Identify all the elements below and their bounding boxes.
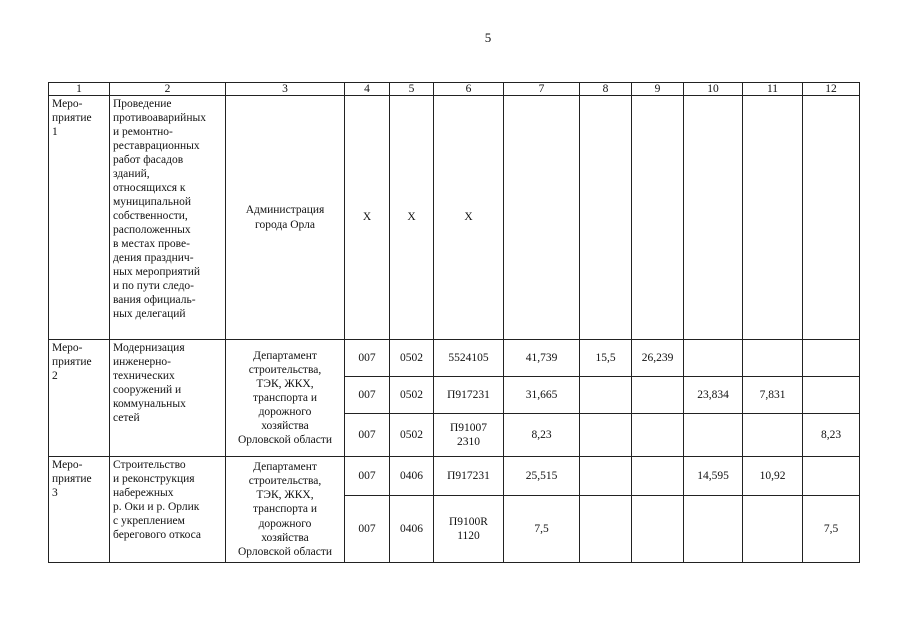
- cell-c5: 0406: [390, 457, 434, 496]
- column-header: 1: [49, 83, 110, 96]
- activity-executor: [226, 457, 345, 563]
- cell-c4: 007: [345, 457, 390, 496]
- cell-c9: [632, 96, 684, 340]
- cell-c4: 007: [345, 340, 390, 377]
- cell-c9: [632, 414, 684, 457]
- table-row: [49, 457, 860, 496]
- cell-c6-text: П9100R 1120: [449, 515, 488, 542]
- column-header: 9: [632, 83, 684, 96]
- header-row: [49, 83, 860, 96]
- cell-c11: 10,92: [743, 457, 803, 496]
- cell-c8: [580, 377, 632, 414]
- cell-c9: [632, 496, 684, 563]
- activity-label-text: Меро- приятие 2: [52, 342, 92, 383]
- cell-c7: 25,515: [504, 457, 580, 496]
- cell-c10: [684, 496, 743, 563]
- cell-c8: [580, 96, 632, 340]
- cell-c10: 14,595: [684, 457, 743, 496]
- column-header: 3: [226, 83, 345, 96]
- cell-c9: 26,239: [632, 340, 684, 377]
- activity-label: [49, 340, 110, 457]
- cell-c12: [803, 96, 860, 340]
- activity-label-text: Меро- приятие 3: [52, 459, 92, 500]
- cell-c7: 31,665: [504, 377, 580, 414]
- cell-c10: [684, 414, 743, 457]
- cell-c8: [580, 496, 632, 563]
- cell-c5: 0502: [390, 377, 434, 414]
- cell-c7: 8,23: [504, 414, 580, 457]
- page-number: 5: [484, 30, 492, 45]
- cell-c11: [743, 96, 803, 340]
- cell-c6: П917231: [434, 377, 504, 414]
- activity-description: [110, 340, 226, 457]
- cell-c12: [803, 340, 860, 377]
- cell-c11: [743, 496, 803, 563]
- column-header: 4: [345, 83, 390, 96]
- cell-c8: 15,5: [580, 340, 632, 377]
- cell-c10: [684, 340, 743, 377]
- cell-c11: 7,831: [743, 377, 803, 414]
- cell-c5: Х: [390, 96, 434, 340]
- cell-c8: [580, 414, 632, 457]
- activity-description-text: Модернизация инженерно- технических сооружений и коммунальных сетей: [113, 342, 186, 425]
- column-header: 5: [390, 83, 434, 96]
- cell-c5: 0502: [390, 414, 434, 457]
- activity-executor: [226, 96, 345, 340]
- cell-c12: [803, 457, 860, 496]
- cell-c9: [632, 377, 684, 414]
- cell-c12: 8,23: [803, 414, 860, 457]
- column-header: 12: [803, 83, 860, 96]
- budget-table: [48, 82, 860, 563]
- cell-c10: 23,834: [684, 377, 743, 414]
- column-header: 8: [580, 83, 632, 96]
- cell-c4: 007: [345, 414, 390, 457]
- activity-label: [49, 457, 110, 563]
- activity-executor-text: Администрация города Орла: [245, 204, 325, 231]
- cell-c6: [434, 414, 504, 457]
- cell-c7: 41,739: [504, 340, 580, 377]
- table-row: [49, 96, 860, 340]
- activity-label-text: Меро- приятие 1: [52, 98, 92, 139]
- cell-c6: П917231: [434, 457, 504, 496]
- cell-c12: [803, 377, 860, 414]
- cell-c6-text: П91007 2310: [449, 421, 488, 448]
- cell-c5: 0406: [390, 496, 434, 563]
- cell-c11: [743, 414, 803, 457]
- column-header: 6: [434, 83, 504, 96]
- cell-c11: [743, 340, 803, 377]
- cell-c8: [580, 457, 632, 496]
- cell-c6: Х: [434, 96, 504, 340]
- column-header: 7: [504, 83, 580, 96]
- column-header: 10: [684, 83, 743, 96]
- activity-description: [110, 457, 226, 563]
- activity-description-text: Проведение противоаварийных и ремонтно- реставрационных работ фасадов зданий, относящихся к муниципальной собственности, расположенных в местах прове- дения празднич- ных мероприятий и по пути следо- вания официаль- ных делегаций: [113, 98, 206, 321]
- cell-c9: [632, 457, 684, 496]
- activity-executor-text: Департамент строительства, ТЭК, ЖКХ, транспорта и дорожного хозяйства Орловской области: [237, 461, 333, 558]
- table-row: [49, 340, 860, 377]
- activity-executor-text: Департамент строительства, ТЭК, ЖКХ, транспорта и дорожного хозяйства Орловской области: [237, 349, 333, 447]
- activity-description: [110, 96, 226, 340]
- cell-c12: 7,5: [803, 496, 860, 563]
- cell-c5: 0502: [390, 340, 434, 377]
- cell-c7: 7,5: [504, 496, 580, 563]
- cell-c7: [504, 96, 580, 340]
- cell-c4: 007: [345, 496, 390, 563]
- cell-c10: [684, 96, 743, 340]
- activity-description-text: Строительство и реконструкция набережных р. Оки и р. Орлик с укреплением берегового откоса: [113, 459, 202, 542]
- cell-c4: Х: [345, 96, 390, 340]
- column-header: 2: [110, 83, 226, 96]
- cell-c6: [434, 496, 504, 563]
- activity-label: [49, 96, 110, 340]
- cell-c4: 007: [345, 377, 390, 414]
- activity-executor: [226, 340, 345, 457]
- cell-c6: 5524105: [434, 340, 504, 377]
- column-header: 11: [743, 83, 803, 96]
